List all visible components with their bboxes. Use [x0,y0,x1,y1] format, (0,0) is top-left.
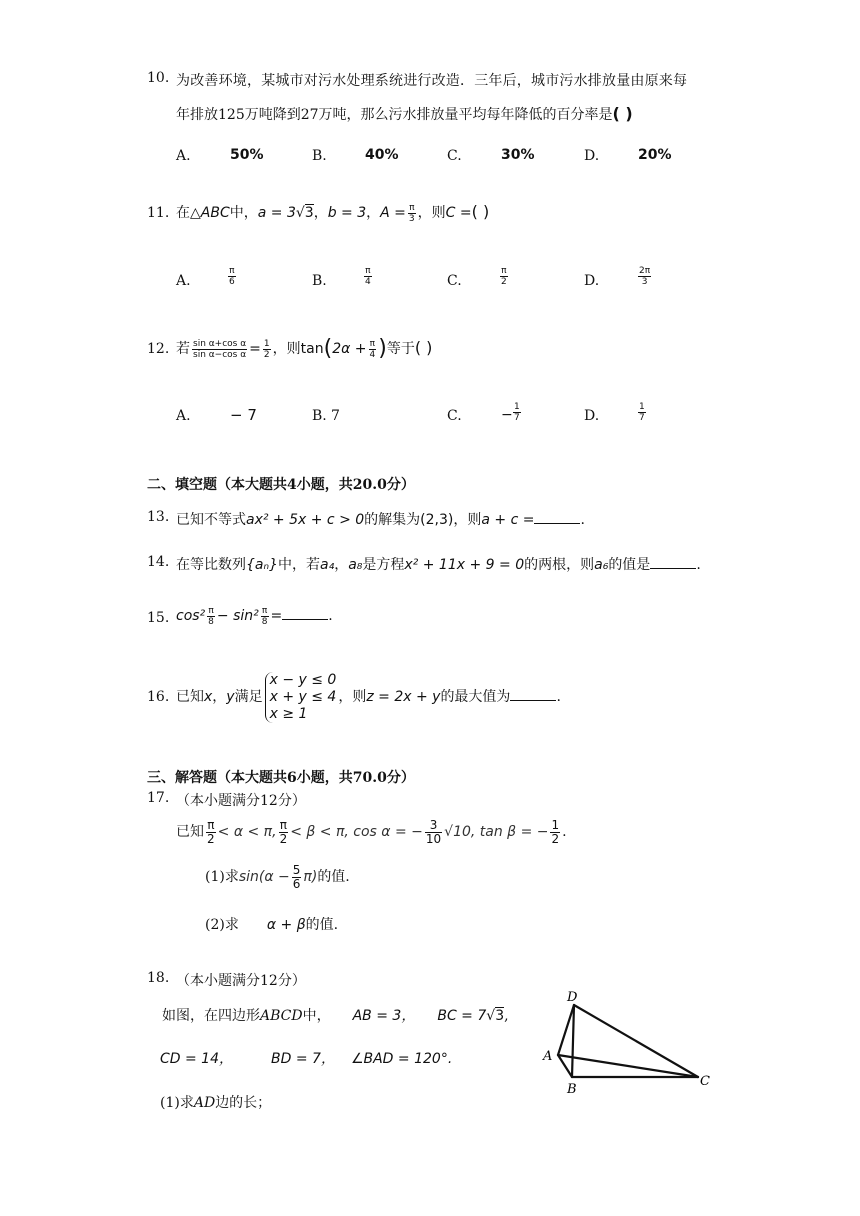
q11-option-d-value: $\frac{2\pi}{3}$ [639,266,651,287]
q12-option-a-value: − 7 [230,406,257,424]
q11-answer-paren: ( ) [471,202,490,221]
q12-eq: = [249,341,261,357]
q11-pre: 在 [176,205,190,221]
q12-pre: 若 [176,341,190,357]
q11-sqrt3: 3 [304,205,314,221]
q17-pi-half-2: $\frac{\pi}{2}$ [279,817,288,846]
q16-constraint-1: x − y ≤ 0 [269,671,337,688]
q14-a4: a₄ [319,557,335,573]
q16-t3: ，则 [338,689,367,705]
q13-end: . [580,512,585,528]
q11-sep1: ， [313,205,328,221]
q10-option-b-letter: B. [312,148,327,164]
q13-t2: 的解集为 [364,512,421,528]
q13-t3: ，则 [453,512,482,528]
q14-t5: 的值是 [608,557,651,573]
q11-option-d-letter: D. [584,273,600,289]
q12-option-a-letter: A. [176,408,191,424]
q18-stem-line1 [162,1005,509,1025]
q17-part1 [205,862,350,892]
q18-quadrilateral-figure [535,985,725,1097]
q18-head: （本小题满分12分） [176,973,306,989]
q15-stem [176,601,333,631]
q11-ze: ，则 [417,205,446,221]
q14-stem [176,554,701,574]
q12-answer-paren: ( ) [414,338,433,357]
q10-option-c-letter: C. [447,148,462,164]
q11-b-eq: b = 3 [327,205,367,221]
section-2-heading: 二、填空题（本大题共4小题，共20.0分） [147,477,415,493]
q18-t1: 如图，在四边形 [162,1008,260,1024]
q18-bc-sqrt: 3 [495,1008,505,1024]
vertex-label-b: B [567,1082,577,1097]
vertex-label-a: A [543,1049,553,1064]
q11-abc: ABC [200,205,230,221]
q14-sep: ， [334,557,349,573]
q10-line2: 年排放125万吨降到27万吨，那么污水排放量平均每年降低的百分率是 [176,107,613,123]
q10-option-d-letter: D. [584,148,600,164]
q12-number: 12. [147,341,170,357]
q16-y: y [226,689,235,705]
q17-cos-frac: $\frac{3}{10}$ [425,817,442,846]
edge-ab [558,1055,572,1077]
vertex-label-d: D [567,990,578,1005]
q12-option-c-sign: − [501,407,513,423]
q14-t1: 在等比数列 [176,557,246,573]
q18-part1 [160,1092,271,1112]
q17-tan-frac: $\frac{1}{2}$ [551,817,560,846]
q11-option-c-letter: C. [447,273,462,289]
q16-x: x [204,689,213,705]
section-3-heading: 三、解答题（本大题共6小题，共70.0分） [147,770,415,786]
q14-t3: 是方程 [362,557,405,573]
q13-t1: 已知不等式 [176,512,246,528]
q12-rparen: ) [378,336,387,361]
q17-part1-frac: $\frac{5}{6}$ [292,862,301,891]
q12-option-b-value: 7 [331,408,340,424]
q15-eq: = [270,608,283,624]
q17-alpha-range: < α < π, [217,824,277,840]
q17-part1-close: π) [303,869,318,885]
q18-part1-ad: AD [193,1095,216,1111]
q15-end: . [328,608,333,624]
q18-bad: ∠BAD = 120°. [350,1051,453,1067]
q11-number: 11. [147,205,170,221]
q10-option-a-letter: A. [176,148,191,164]
q12-lparen: ( [323,336,333,361]
q16-comma: ， [212,689,227,705]
q14-t4: 的两根，则 [524,557,595,573]
q18-part1-label: (1)求 [160,1095,194,1111]
q16-t1: 已知 [176,689,204,705]
q10-option-b-value: 40% [365,147,399,163]
q11-C-eq: C = [445,205,472,221]
q13-expr2: a + c = [481,512,535,528]
q13-set: (2,3) [420,512,454,528]
q12-option-c-letter: C. [447,408,462,424]
q18-cd: CD = 14， [160,1051,234,1067]
q15-number: 15. [147,610,170,626]
q14-t2: 中，若 [277,557,320,573]
q18-stem-line2 [160,1048,452,1068]
q16-answer-blank[interactable] [510,688,556,701]
q17-part1-end: 的值. [317,869,350,885]
q16-constraint-system [265,672,337,723]
q12-main-frac: $\frac{\text{sin α+cos α}}{\text{sin α−cos α}}$ [193,338,247,360]
q16-constraint-2: x + y ≤ 4 [269,688,337,705]
q18-bd: BD = 7， [271,1051,335,1067]
edge-db [572,1005,574,1077]
q18-part1-end: 边的长； [215,1095,272,1111]
q18-bc-end: , [504,1008,509,1024]
q18-sqrt-sign: √ [486,1008,496,1024]
q14-seq: {aₙ} [246,557,278,573]
q14-end: . [696,557,701,573]
q12-option-d-frac: $\frac{1}{7}$ [639,402,645,423]
q16-z: z = 2x + y [366,689,441,705]
q10-answer-paren: ( ) [612,104,633,123]
q18-ab: AB = 3， [352,1008,416,1024]
q17-number: 17. [147,790,170,806]
q11-sqrt-sign: √ [295,205,305,221]
q10-number: 10. [147,70,170,86]
q14-a8: a₈ [348,557,363,573]
q11-option-b-value: $\frac{\pi}{4}$ [365,266,371,287]
q18-t2: 中， [302,1008,331,1024]
q11-A-eq: A = [380,205,406,221]
q13-expr: ax² + 5x + c > 0 [246,512,365,528]
q15-frac2: $\frac{\pi}{8}$ [261,605,268,627]
q10-option-d-value: 20% [638,147,672,163]
q12-ze: ，则 [272,341,301,357]
q17-part2-end: 的值. [305,917,339,933]
q12-tan: tan [300,341,324,357]
q15-cos: cos² [176,608,206,624]
q11-sep2: ， [366,205,381,221]
edge-ad [558,1005,574,1055]
q12-option-b-letter: B. [312,408,327,424]
q10-option-c-value: 30% [501,147,535,163]
q18-number: 18. [147,970,170,986]
q11-a-eq: a = 3 [257,205,296,221]
q17-part2 [205,914,338,934]
q17-part1-label: (1)求 [205,869,239,885]
q17-part2-label: (2)求 [205,917,239,933]
q12-option-c-frac: $\frac{1}{7}$ [514,402,520,423]
q10-text-line2 [176,104,633,124]
q18-bc: BC = 7 [437,1008,487,1024]
q13-number: 13. [147,509,170,525]
q12-deng: 等于 [386,341,415,357]
q11-option-a-letter: A. [176,273,191,289]
q17-sqrt10-tan: √10, tan β = − [444,824,549,840]
q11-zhong: 中， [229,205,258,221]
q16-end: . [556,689,561,705]
q12-pi4: $\frac{\pi}{4}$ [369,338,376,360]
q18-abcd: ABCD [260,1008,303,1024]
q11-option-c-value: $\frac{\pi}{2}$ [501,266,507,287]
q14-a6: a₆ [594,557,609,573]
q11-A-frac: $\frac{\pi}{3}$ [408,202,415,224]
q16-constraint-3: x ≥ 1 [269,705,308,722]
vertex-label-c: C [700,1074,710,1089]
q17-dot: . [562,824,567,840]
q16-t2: 满足 [234,689,263,705]
q12-option-d-letter: D. [584,408,600,424]
q17-pi-half-1: $\frac{\pi}{2}$ [207,817,215,846]
q14-answer-blank[interactable] [650,556,696,569]
q12-stem [176,333,432,364]
q14-eqn: x² + 11x + 9 = 0 [404,557,525,573]
q10-option-a-value: 50% [230,147,264,163]
q16-stem [176,670,561,724]
q16-number: 16. [147,689,170,705]
q15-answer-blank[interactable] [282,607,328,620]
q17-t1: 已知 [176,824,204,840]
q14-number: 14. [147,554,170,570]
q11-option-b-letter: B. [312,273,327,289]
q12-arg: 2α + [332,341,367,357]
q15-frac1: $\frac{\pi}{8}$ [208,605,214,627]
q16-t4: 的最大值为 [440,689,511,705]
q13-answer-blank[interactable] [534,511,580,524]
q11-stem [176,198,489,227]
q17-given [176,817,567,847]
q11-triangle: △ [190,205,201,221]
q11-option-a-value: $\frac{\pi}{6}$ [229,266,235,287]
q17-head: （本小题满分12分） [176,793,306,809]
q13-stem [176,509,585,529]
q12-half: $\frac{1}{2}$ [263,338,270,360]
q17-part1-expr: sin(α − [238,869,290,885]
q17-part2-expr: α + β [266,917,306,933]
q17-beta-range: < β < π, cos α = − [290,824,423,840]
q15-minus-sin: − sin² [216,608,259,624]
q10-text-line1: 为改善环境，某城市对污水处理系统进行改造．三年后，城市污水排放量由原来每 [176,73,688,89]
